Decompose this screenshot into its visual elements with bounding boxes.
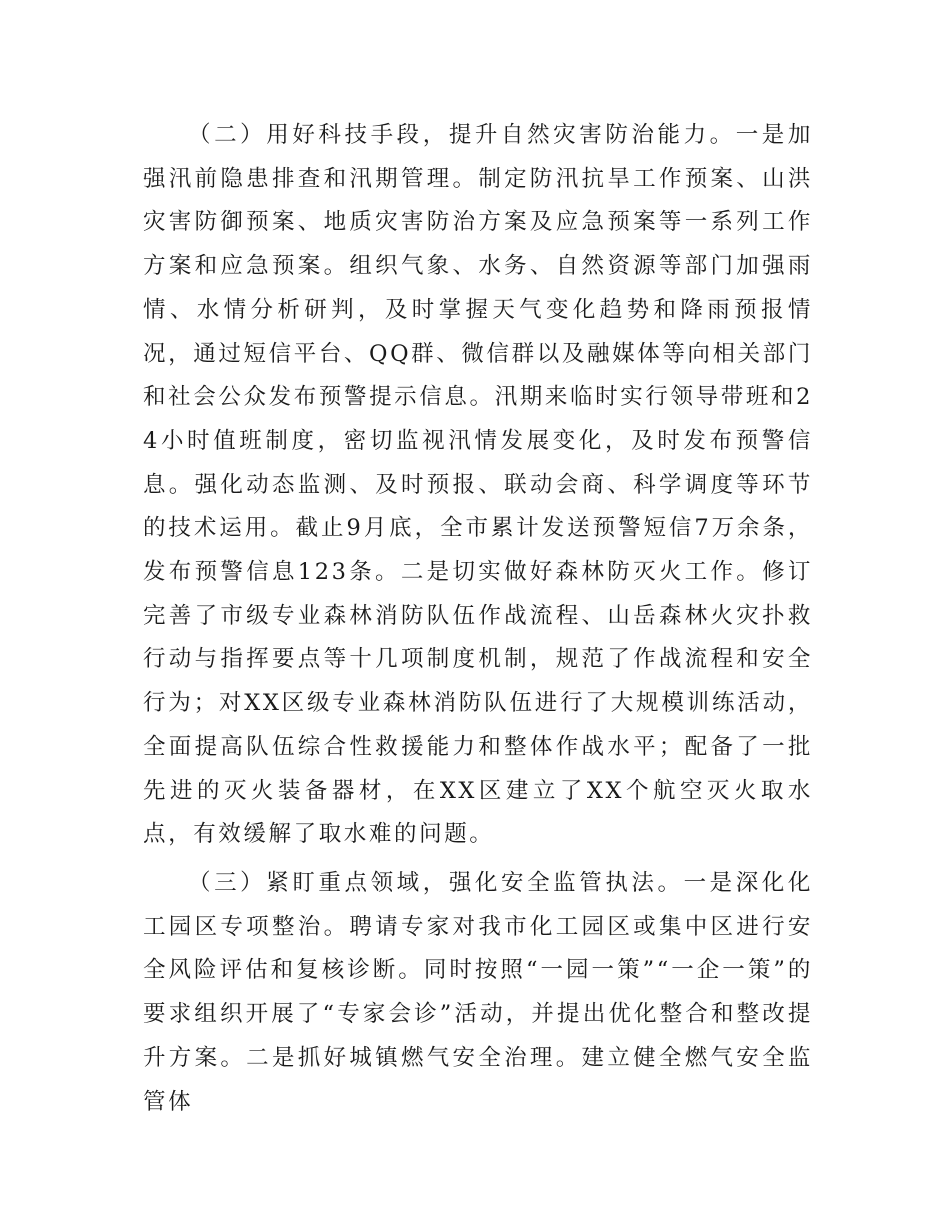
paragraph-natural-disaster-prevention: （二）用好科技手段，提升自然灾害防治能力。一是加强汛前隐患排查和汛期管理。制定防汛抗旱工作预案、山洪灾害防御预案、地质灾害防治方案及应急预案等一系列工作方案和应急预案。组织气象、水务、自然资源等部门加强雨情、水情分析研判，及时掌握天气变化趋势和降雨预报情况，通过短信平台、QQ群、微信群以及融媒体等向相关部门和社会公众发布预警提示信息。汛期来临时实行领导带班和24小时值班制度，密切监视汛情发展变化，及时发布预警信息。强化动态监测、及时预报、联动会商、科学调度等环节的技术运用。截止9月底，全市累计发送预警短信7万余条，发布预警信息123条。二是切实做好森林防灭火工作。修订完善了市级专业森林消防队伍作战流程、山岳森林火灾扑救行动与指挥要点等十几项制度机制，规范了作战流程和安全行为；对XX区级专业森林消防队伍进行了大规模训练活动，全面提高队伍综合性救援能力和整体作战水平；配备了一批先进的灭火装备器材，在XX区建立了XX个航空灭火取水点，有效缓解了取水难的问题。 <box>143 122 813 848</box>
paragraph-safety-supervision: （三）紧盯重点领域，强化安全监管执法。一是深化化工园区专项整治。聘请专家对我市化工园区或集中区进行安全风险评估和复核诊断。同时按照“一园一策”“一企一策”的要求组织开展了“专家会诊”活动，并提出优化整合和整改提升方案。二是抓好城镇燃气安全治理。建立健全燃气安全监管体 <box>143 870 813 1115</box>
